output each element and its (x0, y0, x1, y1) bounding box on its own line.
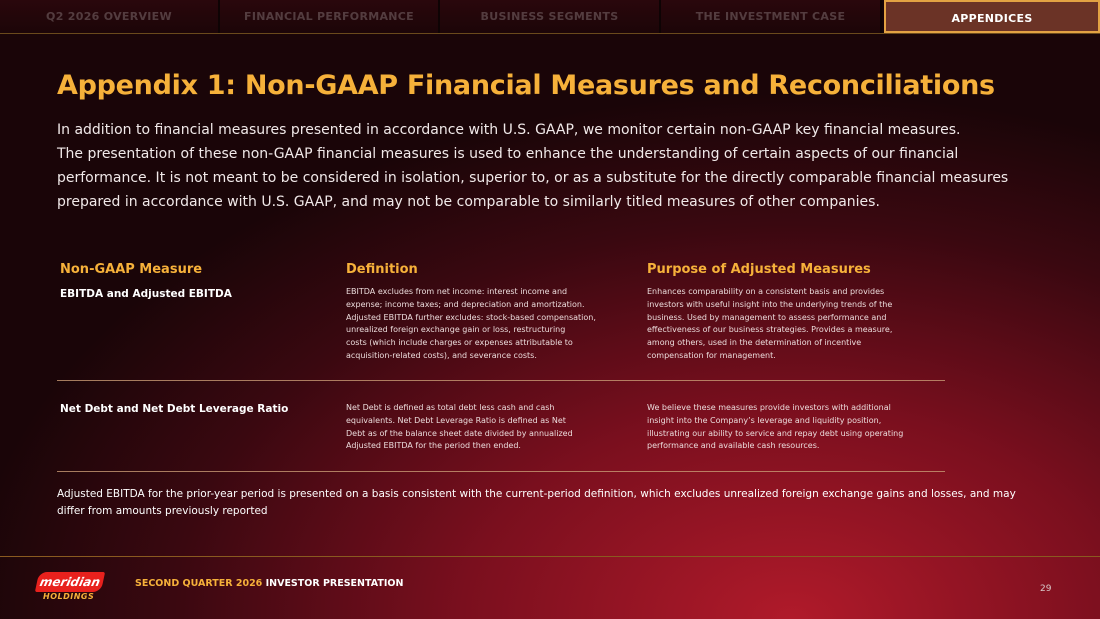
purpose-line: We believe these measures provide investors with additional (647, 403, 891, 412)
table-row-purpose (647, 402, 903, 453)
nav-divider (0, 33, 1100, 34)
footer-highlight: SECOND QUARTER 2026 (135, 578, 263, 589)
purpose-line: business. Used by management to assess performance and (647, 312, 887, 322)
purpose-line: insight into the Company’s leverage and liquidity position, (647, 415, 882, 425)
tab-the-investment-case[interactable]: THE INVESTMENT CASE (661, 0, 882, 33)
intro-line: performance. It is not meant to be considered in isolation, superior to, or as a substitute for the directly comparable financial measures (57, 170, 1009, 186)
intro-paragraph (57, 118, 1057, 214)
definition-line: expense; income taxes; and depreciation and amortization. (346, 299, 585, 309)
company-logo (37, 572, 107, 604)
tab-business-segments[interactable]: BUSINESS SEGMENTS (440, 0, 661, 33)
definition-line: equivalents. Net Debt Leverage Ratio is defined as Net (346, 415, 566, 425)
definition-line: Debt as of the balance sheet date divided by annualized (346, 428, 573, 438)
page-title: Appendix 1: Non-GAAP Financial Measures and Reconciliations (57, 70, 995, 101)
purpose-line: performance and available cash resources. (647, 441, 820, 451)
purpose-line: illustrating our ability to service and repay debt using operating (647, 428, 904, 438)
intro-line: prepared in accordance with U.S. GAAP, and may not be comparable to similarly titled measures of other companies. (57, 194, 880, 210)
purpose-line: Enhances comparability on a consistent basis and provides (647, 287, 885, 296)
column-header-definition: Definition (346, 262, 418, 277)
footnote-line: differ from amounts previously reported (57, 505, 268, 517)
purpose-line: effectiveness of our business strategies. Provides a measure, (647, 325, 893, 335)
tab-q2-2026-overview[interactable]: Q2 2026 OVERVIEW (0, 0, 220, 33)
table-row-definition (346, 286, 596, 363)
section-nav (0, 0, 1100, 33)
definition-line: acquisition-related costs), and severance costs. (346, 350, 537, 360)
definition-line: Adjusted EBITDA further excludes: stock-based compensation, (346, 312, 596, 322)
page-number: 29 (1040, 584, 1052, 594)
footnote-line: Adjusted EBITDA for the prior-year period is presented on a basis consistent with the current-period definition, which excludes unrealized foreign exchange gains and losses, and may (57, 488, 1016, 500)
footer-presentation-title (135, 578, 403, 589)
table-row-purpose (647, 286, 892, 363)
column-header-measure: Non-GAAP Measure (60, 262, 203, 277)
footer-text: INVESTOR PRESENTATION (262, 578, 404, 589)
column-header-purpose: Purpose of Adjusted Measures (647, 262, 871, 277)
table-row-measure: Net Debt and Net Debt Leverage Ratio (60, 403, 289, 415)
purpose-line: investors with useful insight into the underlying trends of the (647, 299, 893, 309)
tab-appendices[interactable]: APPENDICES (884, 0, 1100, 33)
purpose-line: compensation for management. (647, 350, 776, 360)
definition-line: Net Debt is defined as total debt less cash and cash (346, 403, 555, 412)
logo-subtitle: HOLDINGS (43, 592, 95, 601)
footnote (57, 486, 1077, 520)
table-row-measure: EBITDA and Adjusted EBITDA (60, 288, 232, 300)
tab-financial-performance[interactable]: FINANCIAL PERFORMANCE (220, 0, 440, 33)
intro-line: The presentation of these non-GAAP financial measures is used to enhance the understanding of certain aspects of our financial (57, 146, 959, 162)
footer-divider (0, 556, 1100, 557)
row-divider (57, 471, 945, 472)
table-row-definition (346, 402, 573, 453)
definition-line: EBITDA excludes from net income: interest income and (346, 287, 568, 296)
purpose-line: among others, used in the determination of incentive (647, 338, 862, 348)
definition-line: Adjusted EBITDA for the period then ended. (346, 441, 521, 451)
row-divider (57, 380, 945, 381)
definition-line: unrealized foreign exchange gain or loss, restructuring (346, 325, 566, 335)
intro-line: In addition to financial measures presented in accordance with U.S. GAAP, we monitor certain non-GAAP key financial measures. (57, 122, 961, 138)
definition-line: costs (which include charges or expenses attributable to (346, 338, 573, 348)
logo-wordmark: meridian (35, 572, 105, 592)
